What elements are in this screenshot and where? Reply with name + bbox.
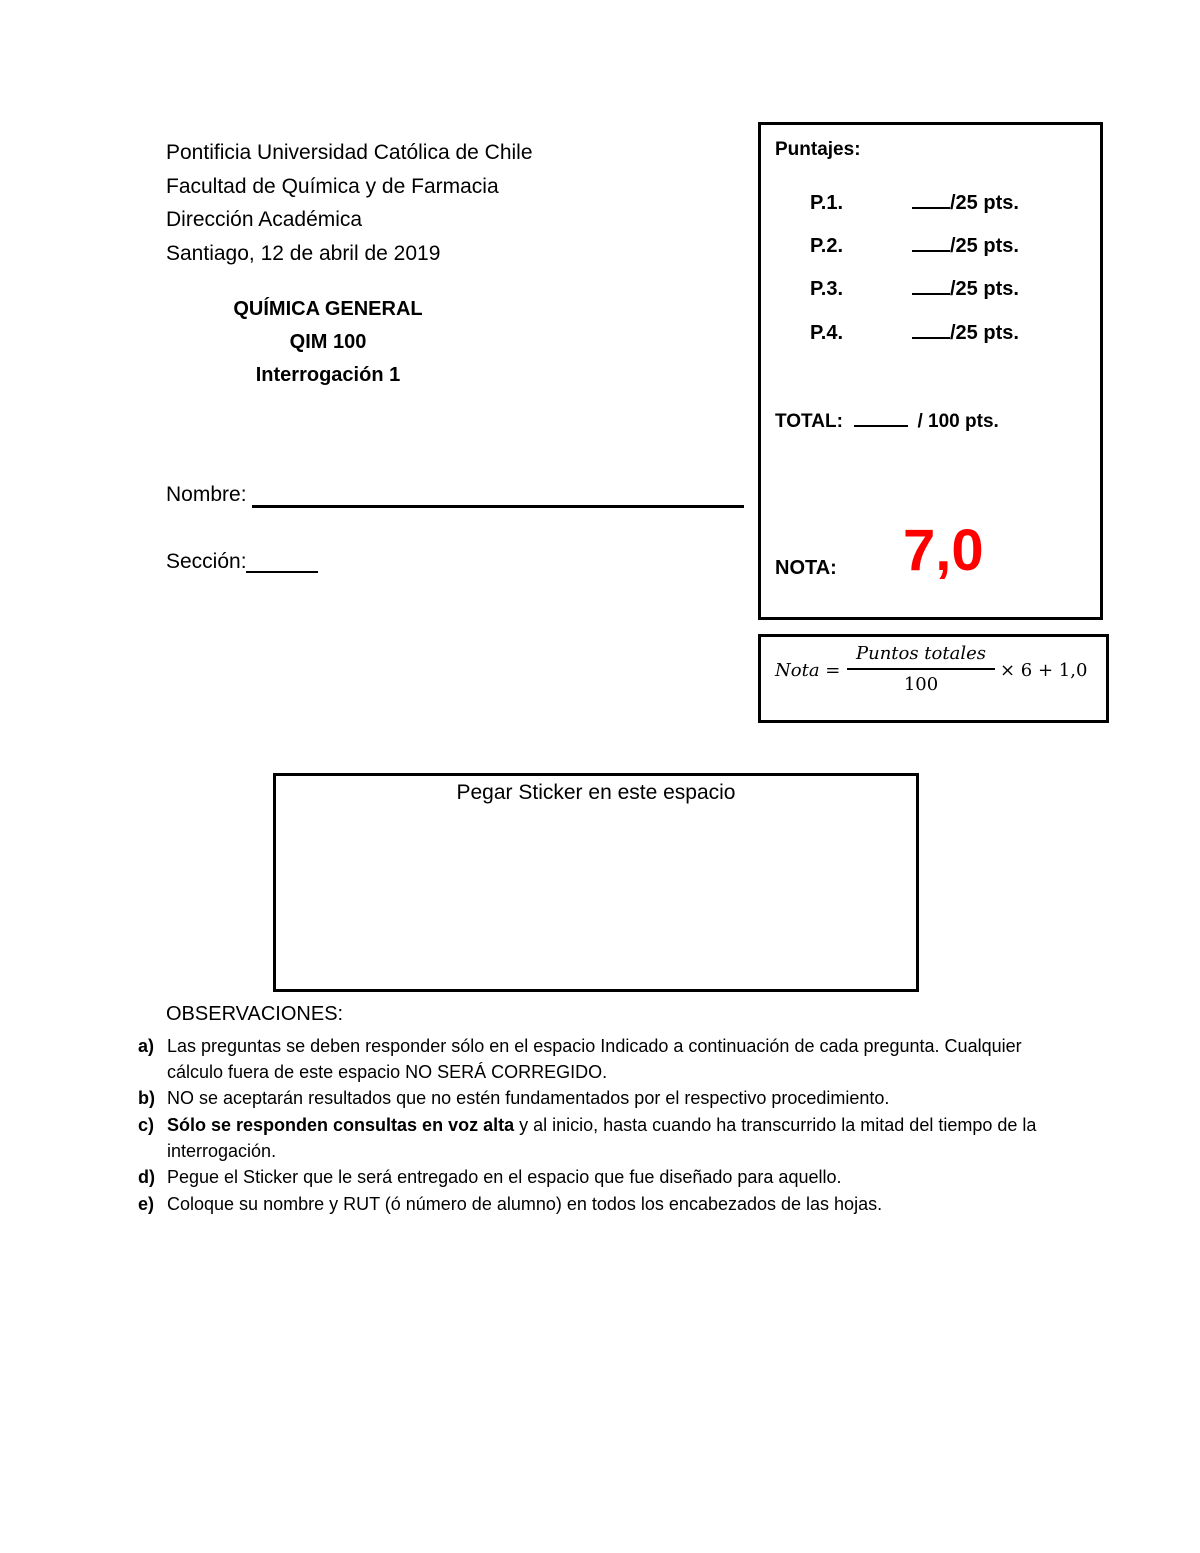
total-row	[775, 407, 999, 434]
score-row	[810, 275, 1019, 301]
course-name: QUÍMICA GENERAL	[233, 298, 423, 320]
observation-item	[138, 1085, 1048, 1111]
question-max: /25 pts.	[950, 235, 1019, 257]
fraction-bar	[847, 668, 995, 670]
item-letter: c)	[138, 1115, 155, 1135]
item-letter: b)	[138, 1088, 155, 1108]
observation-item	[138, 1112, 1048, 1164]
item-text: y al inicio, hasta cuando ha transcurrido la mitad del tiempo de la interrogación.	[167, 1115, 1037, 1161]
question-label: P.3.	[810, 278, 843, 300]
score-row	[810, 319, 1019, 345]
formula-lhs: Nota =	[775, 660, 841, 681]
score-blank[interactable]	[912, 319, 950, 339]
course-code: QIM 100	[289, 331, 367, 353]
total-max: / 100 pts.	[917, 411, 999, 432]
question-label: P.1.	[810, 192, 843, 214]
total-label: TOTAL:	[775, 411, 843, 432]
name-field[interactable]	[252, 505, 744, 508]
question-label: P.2.	[810, 235, 843, 257]
exam-date: Santiago, 12 de abril de 2019	[166, 242, 441, 265]
score-blank[interactable]	[912, 275, 950, 295]
item-letter: e)	[138, 1194, 155, 1214]
question-max: /25 pts.	[950, 192, 1019, 214]
score-row	[810, 232, 1019, 258]
faculty-name: Facultad de Química y de Farmacia	[166, 175, 499, 198]
grade-label: NOTA:	[775, 557, 837, 579]
total-blank[interactable]	[854, 407, 908, 427]
observation-item	[138, 1191, 1048, 1217]
department-name: Dirección Académica	[166, 208, 363, 231]
university-name: Pontificia Universidad Católica de Chile	[166, 141, 533, 164]
observation-item	[138, 1033, 1048, 1085]
formula-rhs: × 6 + 1,0	[1000, 660, 1088, 681]
exam-title: Interrogación 1	[255, 364, 401, 386]
observations-title: OBSERVACIONES:	[166, 1003, 344, 1025]
item-letter: d)	[138, 1167, 155, 1187]
question-label: P.4.	[810, 322, 843, 344]
item-text: NO se aceptarán resultados que no estén fundamentados por el respectivo procedimiento.	[167, 1088, 890, 1108]
question-max: /25 pts.	[950, 322, 1019, 344]
item-text: Coloque su nombre y RUT (ó número de alumno) en todos los encabezados de las hojas.	[167, 1194, 883, 1214]
item-text: Pegue el Sticker que le será entregado en el espacio que fue diseñado para aquello.	[167, 1167, 842, 1187]
item-letter: a)	[138, 1036, 155, 1056]
sticker-label: Pegar Sticker en este espacio	[456, 781, 736, 804]
name-label: Nombre:	[166, 483, 247, 506]
section-field[interactable]	[246, 571, 318, 573]
sticker-box[interactable]	[273, 773, 919, 992]
formula-denominator: 100	[903, 674, 939, 695]
item-bold-text: Sólo se responden consultas en voz alta	[167, 1115, 515, 1135]
observation-item	[138, 1164, 1048, 1190]
grade-value: 7,0	[903, 518, 984, 583]
formula-numerator: Puntos totales	[855, 643, 986, 664]
question-max: /25 pts.	[950, 278, 1019, 300]
score-blank[interactable]	[912, 232, 950, 252]
item-text: Las preguntas se deben responder sólo en el espacio Indicado a continuación de cada pregunta. Cualquier cálculo fuera de este espacio NO SERÁ CORREGIDO.	[167, 1036, 1022, 1082]
score-blank[interactable]	[912, 189, 950, 209]
score-row	[810, 189, 1019, 215]
section-label: Sección:	[166, 550, 247, 573]
scores-title: Puntajes:	[775, 139, 861, 160]
